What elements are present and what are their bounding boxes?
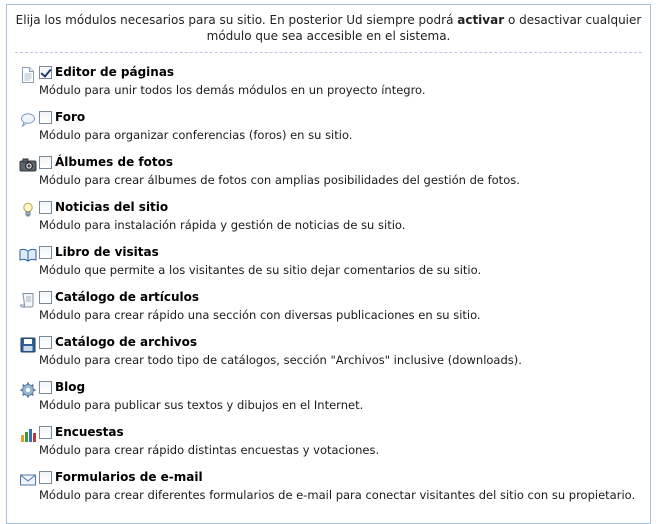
module-title: Formularios de e-mail [55,470,203,484]
intro-text-after: o desactivar cualquier módulo que sea accesible en el sistema. [206,13,642,43]
module-description: Módulo para crear rápido distintas encuestas y votaciones. [39,443,380,457]
bar-chart-icon [19,426,37,444]
camera-icon [19,156,37,174]
module-formularios-de-email [7,467,650,512]
open-book-icon [19,246,37,264]
module-libro-de-visitas [7,242,650,287]
module-checkbox[interactable] [39,291,52,304]
module-checkbox[interactable] [39,381,52,394]
module-checkbox[interactable] [39,471,52,484]
speech-bubble-icon [19,111,37,129]
module-title: Foro [55,110,86,124]
module-description: Módulo para crear álbumes de fotos con amplias posibilidades del gestión de fotos. [39,173,520,187]
lightbulb-icon [19,201,37,219]
module-catalogo-de-archivos [7,332,650,377]
module-title: Libro de visitas [55,245,159,259]
module-list [7,53,650,512]
module-description: Módulo para crear rápido una sección con diversas publicaciones en su sitio. [39,308,481,322]
module-checkbox[interactable] [39,156,52,169]
modules-panel [6,4,651,524]
module-description: Módulo para unir todos los demás módulos en un proyecto íntegro. [39,83,426,97]
intro-text-bold: activar [457,13,505,27]
scroll-icon [19,291,37,309]
module-title: Blog [55,380,86,394]
module-checkbox[interactable] [39,201,52,214]
gear-icon [19,381,37,399]
module-checkbox[interactable] [39,336,52,349]
module-checkbox[interactable] [39,426,52,439]
floppy-disk-icon [19,336,37,354]
module-albumes-de-fotos [7,152,650,197]
module-editor-de-paginas [7,62,650,107]
module-description: Módulo para publicar sus textos y dibujos en el Internet. [39,398,364,412]
module-noticias-del-sitio [7,197,650,242]
intro-text-before: Elija los módulos necesarios para su sitio. En posterior Ud siempre podrá [15,13,458,27]
module-title: Editor de páginas [55,65,175,79]
module-blog [7,377,650,422]
module-description: Módulo que permite a los visitantes de su sitio dejar comentarios de su sitio. [39,263,482,277]
module-title: Encuestas [55,425,124,439]
module-checkbox[interactable] [39,111,52,124]
module-title: Noticias del sitio [55,200,169,214]
module-checkbox[interactable] [39,66,52,79]
module-catalogo-de-articulos [7,287,650,332]
module-description: Módulo para instalación rápida y gestión de noticias de su sitio. [39,218,406,232]
module-encuestas [7,422,650,467]
module-description: Módulo para crear todo tipo de catálogos, sección "Archivos" inclusive (downloads). [39,353,522,367]
module-foro [7,107,650,152]
module-title: Catálogo de archivos [55,335,198,349]
intro-text [7,5,650,50]
page-icon [19,66,37,84]
module-description: Módulo para organizar conferencias (foros) en su sitio. [39,128,353,142]
module-checkbox[interactable] [39,246,52,259]
module-title: Catálogo de artículos [55,290,200,304]
module-title: Álbumes de fotos [55,155,173,169]
module-description: Módulo para crear diferentes formularios de e-mail para conectar visitantes del sitio con su propietario. [39,488,636,502]
envelope-icon [19,471,37,489]
